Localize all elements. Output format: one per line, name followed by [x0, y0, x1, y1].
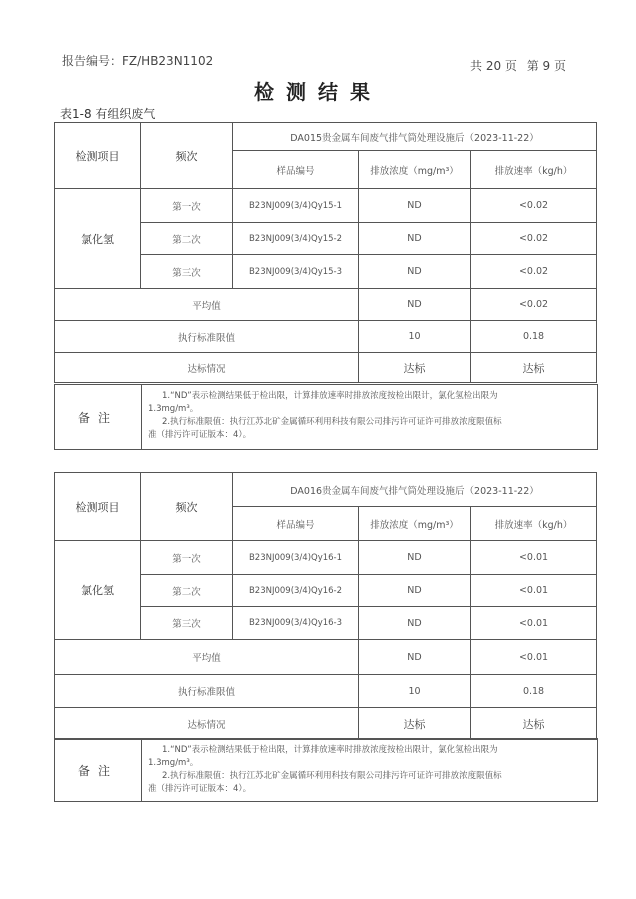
total-pages: 共 20 页 — [470, 59, 517, 73]
limit-row — [55, 321, 597, 353]
rate-cell: <0.02 — [471, 189, 597, 223]
average-label: 平均值 — [55, 640, 359, 675]
rate-cell: <0.02 — [471, 255, 597, 289]
sample-id-cell: B23NJ009(3/4)Qy15-1 — [233, 189, 359, 223]
notes-box-1 — [54, 384, 598, 450]
sample-id-cell: B23NJ009(3/4)Qy16-1 — [233, 541, 359, 575]
limit-rate: 0.18 — [471, 321, 597, 353]
status-row — [55, 353, 597, 383]
col-header-item: 检测项目 — [55, 473, 141, 541]
col-header-frequency: 频次 — [141, 473, 233, 541]
sample-id-cell: B23NJ009(3/4)Qy16-2 — [233, 575, 359, 607]
concentration-cell: ND — [359, 189, 471, 223]
frequency-cell: 第二次 — [141, 575, 233, 607]
limit-concentration: 10 — [359, 675, 471, 708]
sample-id-cell: B23NJ009(3/4)Qy15-2 — [233, 223, 359, 255]
limit-concentration: 10 — [359, 321, 471, 353]
status-row — [55, 708, 597, 740]
notes-label: 备注 — [55, 385, 142, 449]
page-title: 检测结果 — [254, 80, 382, 104]
average-label: 平均值 — [55, 289, 359, 321]
status-concentration: 达标 — [359, 353, 471, 383]
col-header-item: 检测项目 — [55, 123, 141, 189]
note-line: 准（排污许可证版本：4）。 — [148, 784, 252, 794]
limit-row — [55, 675, 597, 708]
status-rate: 达标 — [471, 353, 597, 383]
status-rate: 达标 — [471, 708, 597, 740]
average-concentration: ND — [359, 289, 471, 321]
frequency-cell: 第三次 — [141, 255, 233, 289]
table-row — [55, 189, 597, 223]
average-rate: <0.02 — [471, 289, 597, 321]
frequency-cell: 第一次 — [141, 189, 233, 223]
sample-id-cell: B23NJ009(3/4)Qy16-3 — [233, 607, 359, 640]
sample-id-cell: B23NJ009(3/4)Qy15-3 — [233, 255, 359, 289]
average-row — [55, 289, 597, 321]
page-indicator — [470, 57, 572, 74]
concentration-cell: ND — [359, 255, 471, 289]
limit-label: 执行标准限值 — [55, 321, 359, 353]
concentration-cell: ND — [359, 575, 471, 607]
sampling-source: DA015贵金属车间废气排气筒处理设施后（2023-11-22） — [233, 123, 597, 151]
note-line: 1.“ND”表示检测结果低于检出限，计算排放速率时排放浓度按检出限计，氯化氢检出限为 — [162, 745, 498, 755]
col-header-sample-id: 样品编号 — [233, 507, 359, 541]
col-header-sample-id: 样品编号 — [233, 151, 359, 189]
notes-body — [142, 739, 597, 801]
col-header-rate: 排放速率（kg/h） — [471, 507, 597, 541]
note-line: 1.3mg/m³。 — [148, 404, 199, 414]
report-number: 报告编号：FZ/HB23N1102 — [62, 54, 214, 68]
status-label: 达标情况 — [55, 353, 359, 383]
notes-box-2 — [54, 738, 598, 802]
rate-cell: <0.01 — [471, 541, 597, 575]
col-header-rate: 排放速率（kg/h） — [471, 151, 597, 189]
notes-body — [142, 385, 597, 449]
status-label: 达标情况 — [55, 708, 359, 740]
pollutant-name: 氯化氢 — [55, 541, 141, 640]
concentration-cell: ND — [359, 607, 471, 640]
results-table-1 — [54, 122, 597, 383]
concentration-cell: ND — [359, 223, 471, 255]
col-header-concentration: 排放浓度（mg/m³） — [359, 151, 471, 189]
note-line: 2.执行标准限值：执行江苏北矿金属循环利用科技有限公司排污许可证许可排放浓度限值标 — [162, 417, 502, 427]
table-caption: 表1-8 有组织废气 — [60, 107, 156, 121]
sampling-source: DA016贵金属车间废气排气筒处理设施后（2023-11-22） — [233, 473, 597, 507]
limit-rate: 0.18 — [471, 675, 597, 708]
col-header-concentration: 排放浓度（mg/m³） — [359, 507, 471, 541]
table-row — [55, 541, 597, 575]
frequency-cell: 第一次 — [141, 541, 233, 575]
average-rate: <0.01 — [471, 640, 597, 675]
rate-cell: <0.01 — [471, 607, 597, 640]
pollutant-name: 氯化氢 — [55, 189, 141, 289]
note-line: 1.“ND”表示检测结果低于检出限，计算排放速率时排放浓度按检出限计，氯化氢检出限为 — [162, 391, 498, 401]
note-line: 1.3mg/m³。 — [148, 758, 199, 768]
average-row — [55, 640, 597, 675]
frequency-cell: 第三次 — [141, 607, 233, 640]
page-number: 第 9 页 — [526, 59, 566, 73]
results-table-2 — [54, 472, 597, 740]
concentration-cell: ND — [359, 541, 471, 575]
note-line: 准（排污许可证版本：4）。 — [148, 430, 252, 440]
frequency-cell: 第二次 — [141, 223, 233, 255]
status-concentration: 达标 — [359, 708, 471, 740]
rate-cell: <0.02 — [471, 223, 597, 255]
col-header-frequency: 频次 — [141, 123, 233, 189]
notes-label: 备注 — [55, 739, 142, 801]
note-line: 2.执行标准限值：执行江苏北矿金属循环利用科技有限公司排污许可证许可排放浓度限值标 — [162, 771, 502, 781]
average-concentration: ND — [359, 640, 471, 675]
limit-label: 执行标准限值 — [55, 675, 359, 708]
rate-cell: <0.01 — [471, 575, 597, 607]
